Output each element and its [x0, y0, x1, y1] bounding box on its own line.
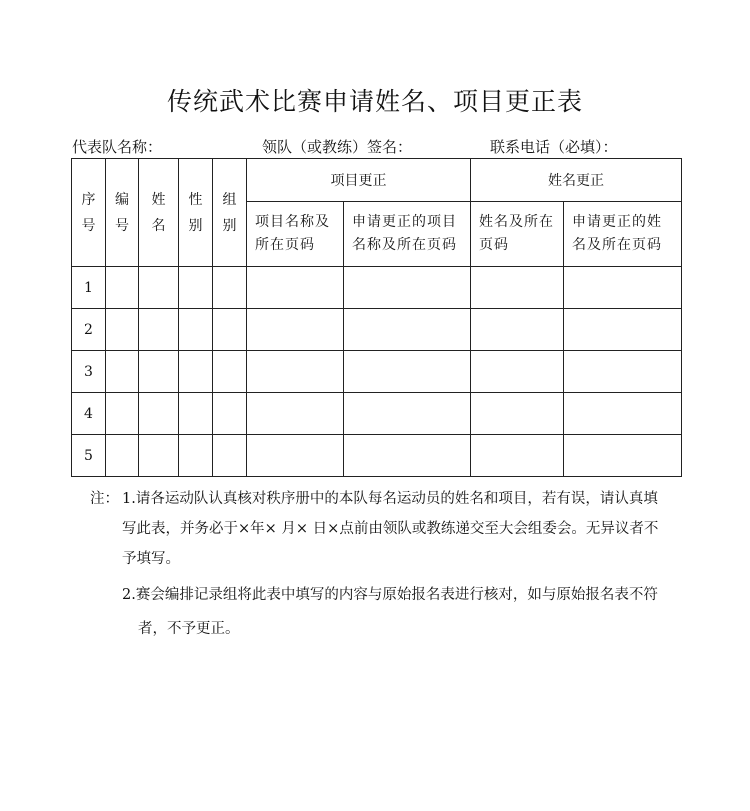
table-cell[interactable]	[213, 393, 247, 435]
table-cell[interactable]	[139, 267, 179, 309]
table-cell[interactable]	[106, 435, 139, 477]
table-cell[interactable]	[247, 393, 344, 435]
table-cell[interactable]	[471, 393, 564, 435]
header-name: 姓 名	[139, 159, 179, 267]
table-cell[interactable]	[471, 351, 564, 393]
table-cell[interactable]	[106, 267, 139, 309]
table-cell[interactable]	[564, 267, 682, 309]
table-cell[interactable]	[179, 267, 213, 309]
table-cell[interactable]	[213, 435, 247, 477]
header-event-correction: 项目更正	[247, 159, 471, 202]
table-cell[interactable]	[179, 309, 213, 351]
header-name-original: 姓名及所在 页码	[471, 202, 564, 267]
table-cell[interactable]	[106, 393, 139, 435]
note-1-line-1: 1.请各运动队认真核对秩序册中的本队每名运动员的姓名和项目，若有误，请认真填	[122, 491, 658, 507]
table-row	[72, 393, 682, 435]
note-1-line-3: 予填写。	[122, 551, 180, 567]
table-cell[interactable]	[247, 267, 344, 309]
table-cell[interactable]	[139, 351, 179, 393]
table-row	[72, 351, 682, 393]
table-cell[interactable]	[213, 351, 247, 393]
table-cell[interactable]	[564, 393, 682, 435]
header-name-requested: 申请更正的姓 名及所在页码	[564, 202, 682, 267]
table-cell[interactable]	[344, 393, 471, 435]
table-cell[interactable]	[564, 309, 682, 351]
table-row	[72, 267, 682, 309]
header-event-original: 项目名称及 所在页码	[247, 202, 344, 267]
table-cell[interactable]	[471, 267, 564, 309]
row-number: 2	[72, 309, 106, 351]
header-seq: 序 号	[72, 159, 106, 267]
correction-table	[71, 158, 682, 477]
note-2-line-2: 者，不予更正。	[138, 621, 240, 637]
table-cell[interactable]	[564, 351, 682, 393]
table-cell[interactable]	[139, 309, 179, 351]
table-cell[interactable]	[179, 351, 213, 393]
table-cell[interactable]	[179, 435, 213, 477]
table-cell[interactable]	[344, 435, 471, 477]
contact-phone-label: 联系电话（必填）：	[490, 138, 618, 156]
table-cell[interactable]	[344, 309, 471, 351]
table-cell[interactable]	[139, 393, 179, 435]
table-cell[interactable]	[247, 351, 344, 393]
header-gender: 性 别	[179, 159, 213, 267]
table-cell[interactable]	[106, 351, 139, 393]
notes-prefix: 注：	[90, 491, 119, 507]
note-2-line-1: 2.赛会编排记录组将此表中填写的内容与原始报名表进行核对，如与原始报名表不符	[122, 587, 658, 603]
table-row	[72, 309, 682, 351]
row-number: 3	[72, 351, 106, 393]
table-cell[interactable]	[564, 435, 682, 477]
table-cell[interactable]	[179, 393, 213, 435]
table-cell[interactable]	[247, 435, 344, 477]
header-number: 编 号	[106, 159, 139, 267]
row-number: 1	[72, 267, 106, 309]
team-name-label: 代表队名称：	[72, 138, 163, 156]
header-name-correction: 姓名更正	[471, 159, 682, 202]
note-1-line-2: 写此表，并务必于×年× 月× 日×点前由领队或教练递交至大会组委会。无异议者不	[122, 521, 659, 537]
table-cell[interactable]	[106, 309, 139, 351]
leader-signature-label: 领队（或教练）签名：	[262, 138, 413, 156]
table-cell[interactable]	[247, 309, 344, 351]
header-group: 组 别	[213, 159, 247, 267]
table-cell[interactable]	[344, 267, 471, 309]
table-cell[interactable]	[471, 435, 564, 477]
table-cell[interactable]	[213, 267, 247, 309]
row-number: 4	[72, 393, 106, 435]
table-cell[interactable]	[471, 309, 564, 351]
table-row	[72, 435, 682, 477]
table-cell[interactable]	[139, 435, 179, 477]
header-event-requested: 申请更正的项目 名称及所在页码	[344, 202, 471, 267]
table-cell[interactable]	[344, 351, 471, 393]
table-cell[interactable]	[213, 309, 247, 351]
page-title: 传统武术比赛申请姓名、项目更正表	[166, 87, 583, 116]
row-number: 5	[72, 435, 106, 477]
